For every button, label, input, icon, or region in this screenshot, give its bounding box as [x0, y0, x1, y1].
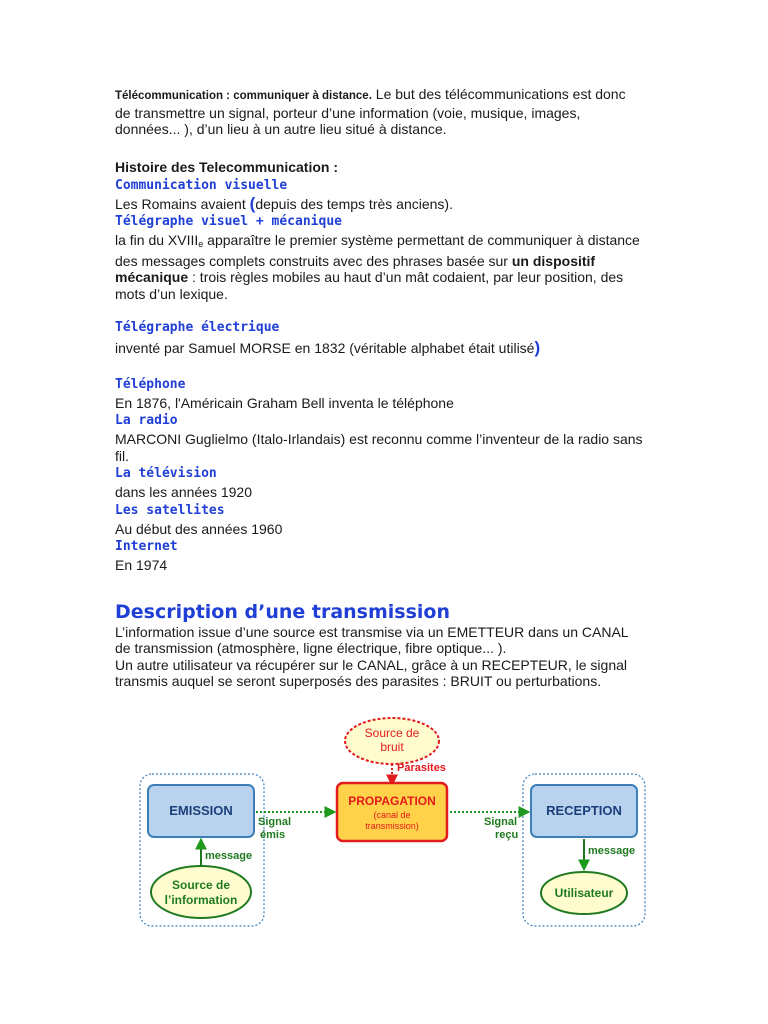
- radio-text: MARCONI Guglielmo (Italo-Irlandais) est reconnu comme l’inventeur de la radio sans fil.: [115, 431, 643, 464]
- canal-line2: transmission): [365, 821, 419, 831]
- canal-line1: (canal de: [373, 810, 411, 820]
- telegraph-text-b: apparaître le premier système permettant de communiquer à distance des messages complets construits avec des phrases basée sur: [115, 232, 640, 269]
- heading-telegraph-visual: Télégraphe visuel + mécanique: [115, 214, 342, 229]
- description-paragraph-2: Un autre utilisateur va récupérer sur le CANAL, grâce à un RECEPTEUR, le signal transmis auquel se seront superposés des parasites : BRUIT ou perturbations.: [115, 656, 627, 689]
- description-paragraph-1: L’information issue d’une source est transmise via un EMETTEUR dans un CANAL de transmission (atmosphère, ligne électrique, fibre optique... ).: [115, 623, 629, 656]
- noise-source-line1: Source de: [364, 726, 420, 740]
- telegraph-text-c: : trois règles mobiles au haut d’un mât codaient, par leur position, des mots d’un lexique.: [115, 269, 624, 302]
- tv-text: dans les années 1920: [115, 484, 252, 500]
- heading-telegraph-electric: Télégraphe électrique: [115, 320, 280, 335]
- signal-emis-line2: émis: [260, 829, 286, 841]
- noise-source-line2: bruit: [380, 740, 404, 754]
- signal-recu-line1: Signal: [484, 816, 518, 828]
- message-left-label: message: [205, 850, 253, 862]
- heading-television: La télévision: [115, 466, 217, 481]
- history-title: Histoire des Telecommunication :: [115, 158, 339, 175]
- user-label: Utilisateur: [554, 886, 614, 900]
- reception-label: RECEPTION: [546, 803, 622, 818]
- intro-text: Le but des télécommunications est donc de transmettre un signal, porteur d’une information (voie, musique, images, données... ), d’un lieu à un autre lieu situé à distance.: [115, 86, 626, 137]
- phone-text: En 1876, l'Américain Graham Bell inventa le téléphone: [115, 394, 454, 411]
- telegraph-sup: e: [198, 239, 204, 249]
- visual-text: [115, 193, 645, 213]
- information-source-line1: Source de: [171, 878, 231, 892]
- satellites-text: Au début des années 1960: [115, 520, 283, 537]
- heading-radio: La radio: [115, 413, 178, 428]
- visual-text-a: Les Romains avaient: [115, 195, 250, 212]
- heading-internet: Internet: [115, 539, 178, 554]
- signal-emis-line1: Signal: [258, 816, 292, 828]
- signal-recu-line2: reçu: [495, 829, 519, 841]
- intro-paragraph: [115, 86, 645, 138]
- heading-visual-communication: Communication visuelle: [115, 177, 288, 193]
- heading-telephone: Téléphone: [115, 376, 186, 392]
- visual-text-b: depuis des temps très anciens).: [255, 195, 453, 212]
- electric-text: [115, 340, 645, 357]
- document-body: [115, 86, 645, 690]
- electric-paren: ): [534, 338, 541, 357]
- electric-text-main: inventé par Samuel MORSE en 1832 (véritable alphabet était utilisé: [115, 340, 535, 356]
- visual-paren: (: [249, 193, 256, 213]
- description-title: Description d’une transmission: [115, 600, 451, 623]
- telegraph-text-a: la fin du XVIII: [115, 232, 199, 248]
- emission-label: EMISSION: [169, 803, 233, 818]
- parasites-label: Parasites: [397, 762, 446, 774]
- propagation-label: PROPAGATION: [348, 794, 436, 808]
- telegraph-bold: un dispositif mécanique: [115, 252, 596, 285]
- transmission-diagram: [138, 716, 650, 931]
- heading-satellites: Les satellites: [115, 502, 225, 518]
- intro-title: Télécommunication : communiquer à distance.: [115, 90, 372, 102]
- message-right-label: message: [588, 845, 636, 857]
- internet-text: En 1974: [115, 557, 168, 573]
- telegraph-text: [115, 232, 645, 302]
- information-source-ellipse: [151, 866, 251, 918]
- information-source-line2: l’information: [164, 893, 238, 907]
